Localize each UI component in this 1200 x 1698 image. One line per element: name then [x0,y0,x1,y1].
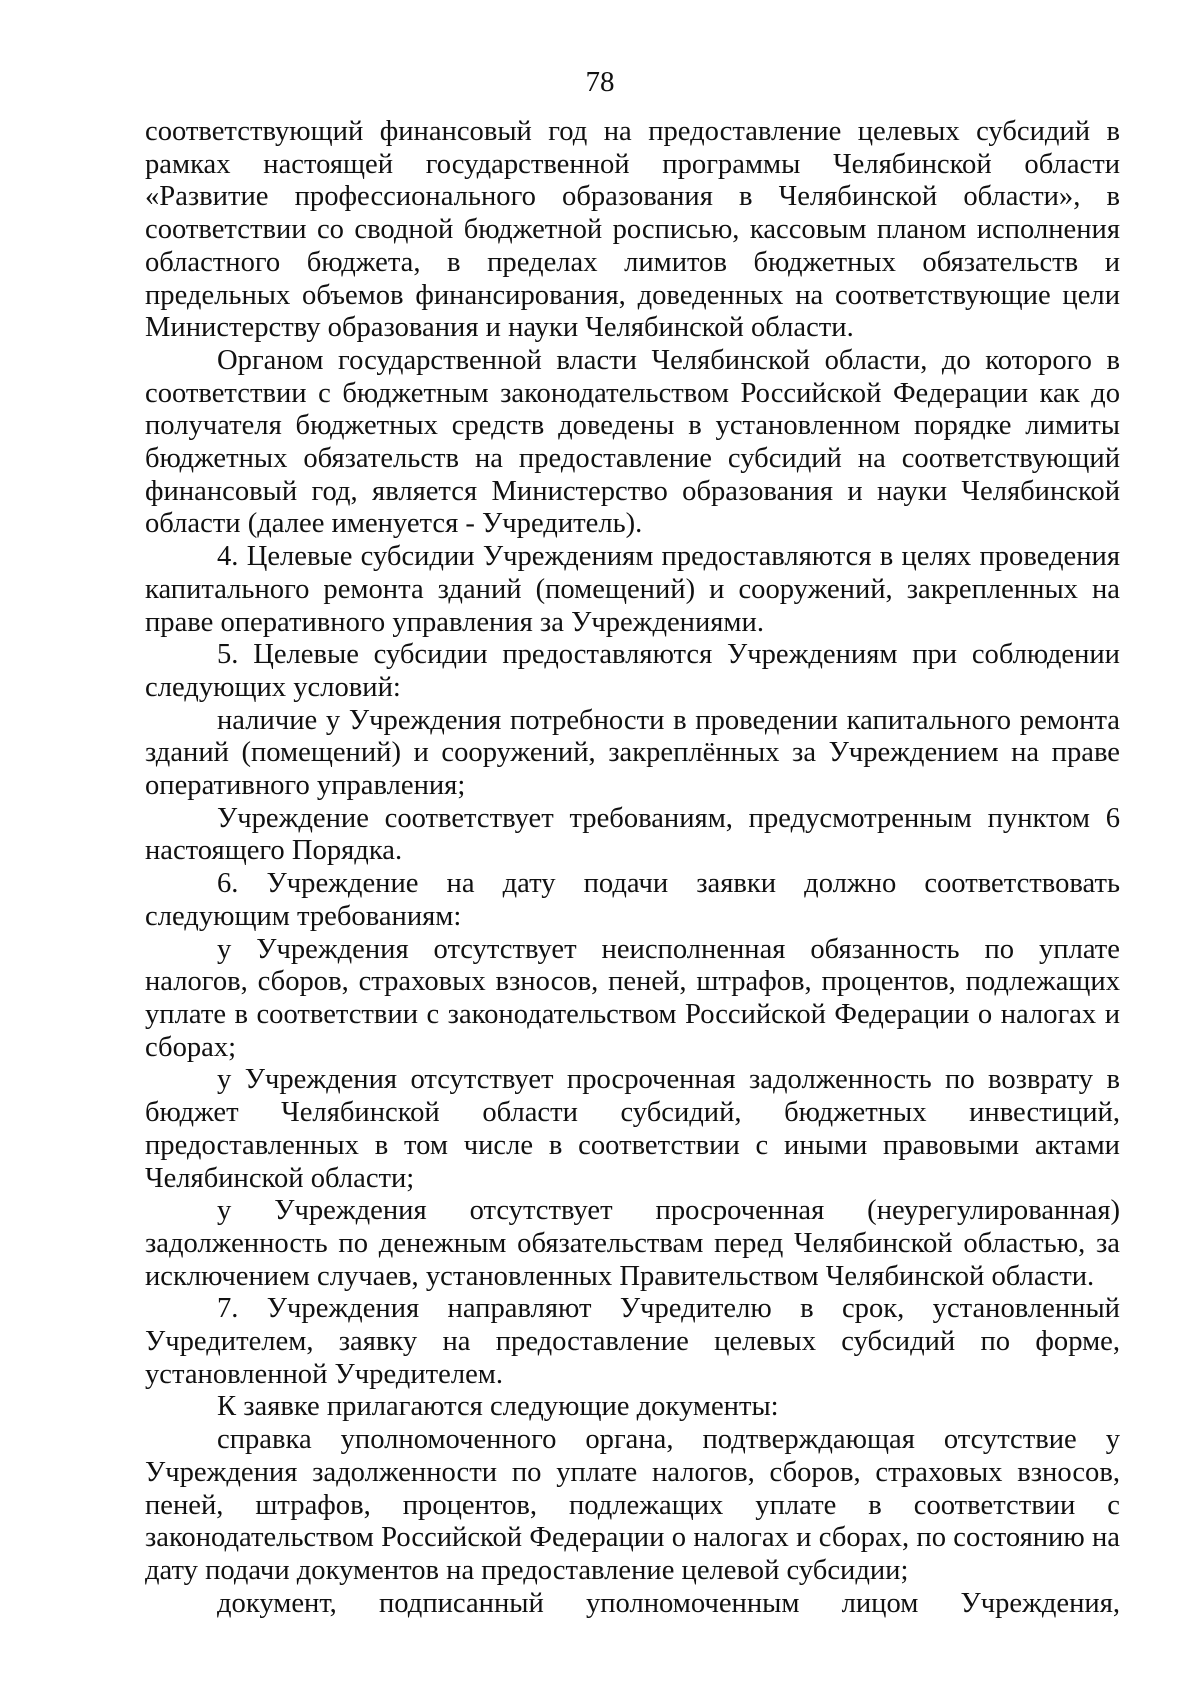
paragraph-item-6: 6. Учреждение на дату подачи заявки должно соответствовать следующим требованиям: [145,868,1120,932]
paragraph-founder-definition: Органом государственной власти Челябинской области, до которого в соответствии с бюджетным законодательством Российской Федерации как до получателя бюджетных средств доведены в установленном порядке лимиты бюджетных обязательств на предоставление субсидий на соответствующий финансовый год, является Министерство образования и науки Челябинской области (далее именуется - Учредитель). [145,344,1120,540]
paragraph-condition-requirements: Учреждение соответствует требованиям, предусмотренным пунктом 6 настоящего Порядка. [145,802,1120,867]
paragraph-attachments-intro: К заявке прилагаются следующие документы: [217,1391,779,1423]
paragraph-item-4: 4. Целевые субсидии Учреждениям предоставляются в целях проведения капитального ремонта зданий (помещений) и сооружений, закрепленных на праве оперативного управления за Учреждениями. [145,541,1120,638]
page-number: 78 [585,66,615,98]
paragraph-budget-continuation: соответствующий финансовый год на предоставление целевых субсидий в рамках настоящей государственной программы Челябинской области «Развитие профессионального образования в Челябинской области», в соответствии со сводной бюджетной росписью, кассовым планом исполнения областного бюджета, в пределах лимитов бюджетных обязательств и предельных объемов финансирования, доведенных на соответствующие цели Министерству образования и науки Челябинской области. [145,116,1120,344]
paragraph-attachment-document: документ, подписанный уполномоченным лицом Учреждения, [217,1587,1120,1619]
paragraph-requirement-budget-debt: у Учреждения отсутствует просроченная задолженность по возврату в бюджет Челябинской области субсидий, бюджетных инвестиций, предоставленных в том числе в соответствии с иными правовыми актами Челябинской области; [145,1064,1120,1194]
paragraph-requirement-taxes: у Учреждения отсутствует неисполненная обязанность по уплате налогов, сборов, страховых взносов, пеней, штрафов, процентов, подлежащих уплате в соответствии с законодательством Российской Федерации о налогах и сборах; [145,933,1120,1063]
paragraph-item-7: 7. Учреждения направляют Учредителю в срок, установленный Учредителем, заявку на предоставление целевых субсидий по форме, установленной Учредителем. [145,1293,1120,1390]
paragraph-item-5: 5. Целевые субсидии предоставляются Учреждениям при соблюдении следующих условий: [145,639,1120,703]
paragraph-requirement-obligations: у Учреждения отсутствует просроченная (неурегулированная) задолженность по денежным обязательствам перед Челябинской областью, за исключением случаев, установленных Правительством Челябинской области. [145,1195,1120,1292]
paragraph-condition-need-repair: наличие у Учреждения потребности в проведении капитального ремонта зданий (помещений) и сооружений, закреплённых за Учреждением на праве оперативного управления; [145,704,1120,802]
paragraph-attachment-certificate: справка уполномоченного органа, подтверждающая отсутствие у Учреждения задолженности по уплате налогов, сборов, страховых взносов, пеней, штрафов, процентов, подлежащих уплате в соответствии с законодательством Российской Федерации о налогах и сборах, по состоянию на дату подачи документов на предоставление целевой субсидии; [145,1424,1120,1586]
document-body [145,116,1120,1620]
